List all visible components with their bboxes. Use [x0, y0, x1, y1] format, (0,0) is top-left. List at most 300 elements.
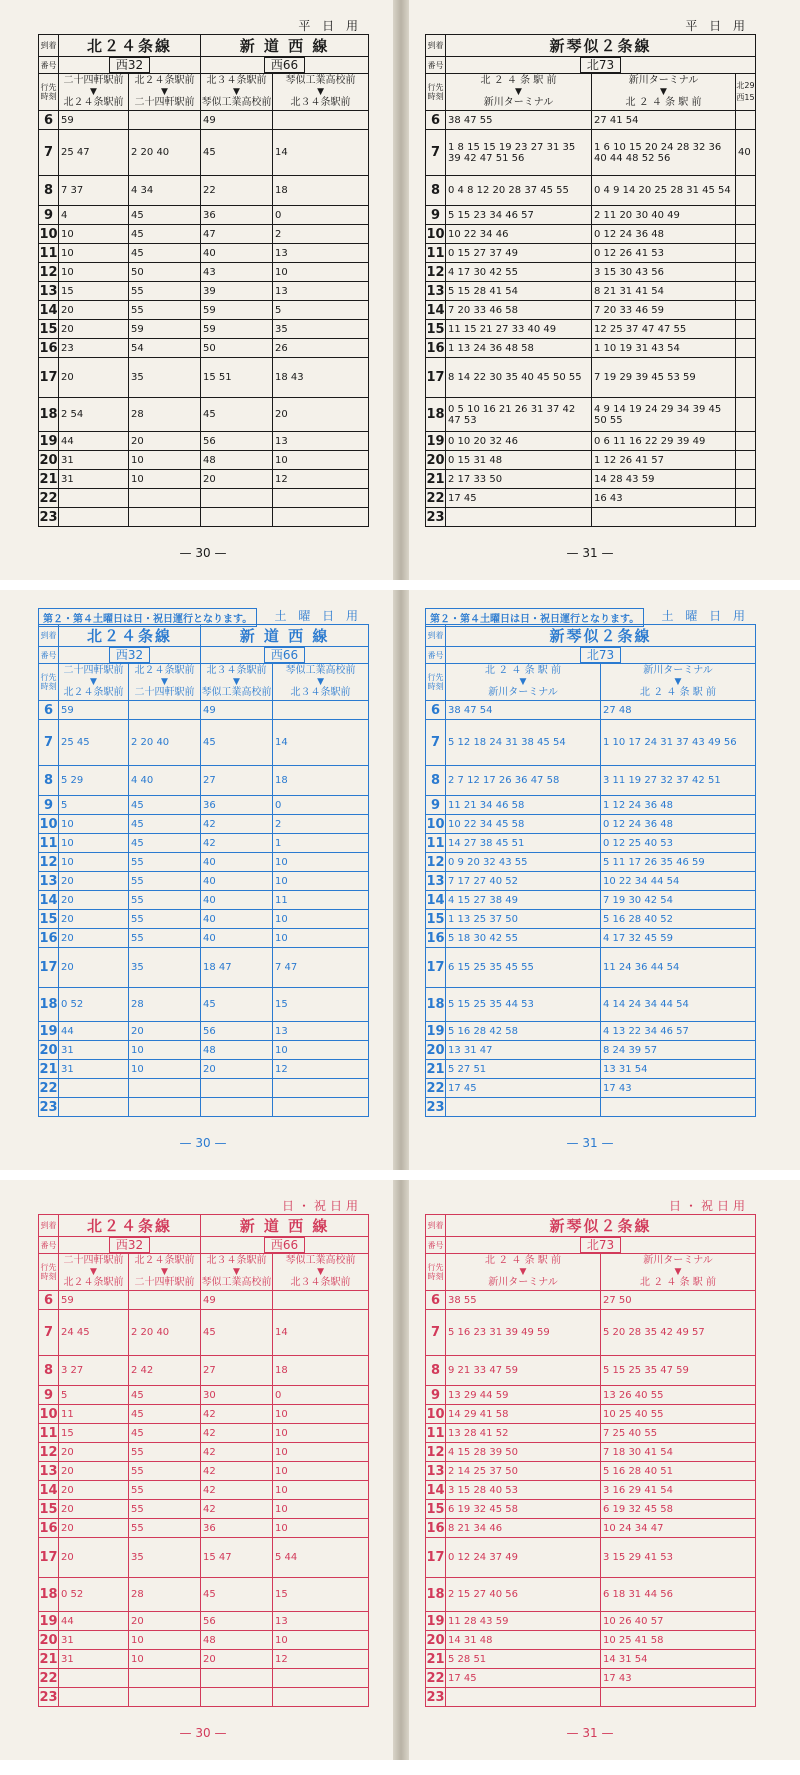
arrow-down-icon: ▼: [519, 677, 527, 687]
timetable-row: [39, 988, 369, 1022]
minutes-cell: 4 17 32 45 59: [601, 929, 756, 948]
minutes-cell: 13 31 54: [601, 1060, 756, 1079]
route-title: 北２４条線: [59, 1215, 201, 1237]
timetable-left: [38, 1214, 369, 1707]
origin-stop: 琴似工業高校前: [285, 75, 356, 86]
hour-cell: 9: [39, 1386, 59, 1405]
arrow-down-icon: ▼: [90, 87, 97, 97]
timetable-right: [425, 1214, 756, 1707]
timetable-row: [426, 1386, 756, 1405]
minutes-cell: 42: [201, 834, 273, 853]
timetable-row: [39, 796, 369, 815]
arrow-down-icon: ▼: [90, 1267, 97, 1277]
minutes-cell: 35: [129, 948, 201, 988]
minutes-cell: 17 45: [446, 489, 592, 508]
route-title: 新琴似２条線: [446, 625, 756, 647]
minutes-cell: 4 34: [129, 176, 201, 206]
route-title: 北２４条線: [59, 625, 201, 647]
book-gutter: [393, 590, 409, 1170]
origin-stop: 北 ２ ４ 条 駅 前: [480, 75, 557, 86]
hour-cell: 8: [426, 176, 446, 206]
route-number: 西66: [264, 647, 305, 663]
hour-cell: 14: [39, 1482, 58, 1498]
minutes-cell: 25 45: [59, 720, 129, 766]
timetable-row: [39, 1443, 369, 1462]
timetable-row: [426, 206, 756, 225]
minutes-cell: 17 43: [601, 1079, 756, 1098]
minutes-cell: 12: [273, 1060, 369, 1079]
hour-cell: 15: [426, 911, 445, 927]
hour-cell: 20: [426, 452, 445, 468]
route-number: 西32: [109, 1237, 150, 1253]
minutes-cell: 10: [129, 470, 201, 489]
hour-cell: 11: [39, 1425, 58, 1441]
minutes-cell: 59: [201, 301, 273, 320]
timetable-row: [39, 1612, 369, 1631]
timetable-row: [426, 301, 756, 320]
minutes-cell: 20: [59, 872, 129, 891]
minutes-cell: 0 12 24 36 48: [592, 225, 736, 244]
hour-cell: 19: [39, 1613, 58, 1629]
minutes-cell: 38 55: [446, 1291, 601, 1310]
timetable-row: [39, 834, 369, 853]
minutes-cell: 7 20 33 46 59: [592, 301, 736, 320]
route-title: 新琴似２条線: [446, 1215, 756, 1237]
minutes-cell: 7 47: [273, 948, 369, 988]
minutes-cell: 13: [273, 1612, 369, 1631]
route-title: 新琴似２条線: [446, 35, 756, 57]
label-direction: [426, 1254, 446, 1291]
minutes-cell: 42: [201, 1500, 273, 1519]
minutes-cell: 5 15 28 41 54: [446, 282, 592, 301]
minutes-cell: 27 41 54: [592, 111, 736, 130]
minutes-cell: 15 47: [201, 1538, 273, 1578]
minutes-cell: 7 17 27 40 52: [446, 872, 601, 891]
minutes-cell: 20: [201, 1650, 273, 1669]
minutes-cell: 20: [59, 891, 129, 910]
minutes-cell: 1 13 24 36 48 58: [446, 339, 592, 358]
route-number: 北73: [580, 1237, 621, 1253]
arrow-down-icon: ▼: [161, 1267, 168, 1277]
label-day: 到着: [39, 35, 59, 57]
timetable-row: [426, 1079, 756, 1098]
minutes-cell: 10: [59, 815, 129, 834]
minutes-cell: 2 42: [129, 1356, 201, 1386]
day-type-label: 土 曜 日 用: [274, 609, 362, 623]
minutes-cell: 55: [129, 1481, 201, 1500]
direction-cell: [129, 74, 201, 111]
minutes-cell: 31: [59, 1650, 129, 1669]
hour-cell: 11: [426, 245, 445, 261]
timetable-row: [39, 111, 369, 130]
hour-cell: 12: [426, 264, 445, 280]
minutes-cell: 40: [201, 853, 273, 872]
minutes-cell: 4 15 27 38 49: [446, 891, 601, 910]
origin-stop: 二十四軒駅前: [63, 1255, 124, 1266]
minutes-cell: 13: [273, 282, 369, 301]
minutes-cell: 3 15 28 40 53: [446, 1481, 601, 1500]
minutes-cell: 48: [201, 1041, 273, 1060]
timetable-row: [39, 701, 369, 720]
minutes-cell: 45: [129, 815, 201, 834]
route-number: 西66: [264, 1237, 305, 1253]
timetable-row: [39, 766, 369, 796]
timetable-row: [39, 1578, 369, 1612]
minutes-cell: 3 15 29 41 53: [601, 1538, 756, 1578]
minutes-cell: 13 28 41 52: [446, 1424, 601, 1443]
spread-blue: [0, 590, 800, 1170]
minutes-cell: 2 7 12 17 26 36 47 58: [446, 766, 601, 796]
hour-cell: 13: [426, 873, 445, 889]
minutes-cell: 36: [201, 1519, 273, 1538]
timetable-row: [39, 1650, 369, 1669]
minutes-cell: 45: [201, 1578, 273, 1612]
timetable-row: [39, 282, 369, 301]
label-day: 到着: [39, 1215, 59, 1237]
destination-stop: 北２４条駅前: [63, 687, 124, 698]
minutes-cell: 10 22 34 45 58: [446, 815, 601, 834]
timetable-row: [426, 720, 756, 766]
minutes-cell: 45: [201, 130, 273, 176]
hour-cell: 15: [426, 321, 445, 337]
minutes-cell: 1 12 24 36 48: [601, 796, 756, 815]
extra-destination: [736, 74, 756, 111]
origin-stop: 北３４条駅前: [206, 665, 267, 676]
operation-notice: 第２・第４土曜日は日・祝日運行となります。: [38, 608, 257, 627]
minutes-cell: [59, 489, 129, 508]
timetable-row: [39, 1481, 369, 1500]
minutes-cell: 1: [273, 834, 369, 853]
hour-cell: 6: [39, 1291, 59, 1310]
hour-cell: 18: [39, 1578, 59, 1612]
minutes-cell: 18: [273, 176, 369, 206]
minutes-cell: 20: [129, 1612, 201, 1631]
book-gutter: [393, 0, 409, 580]
timetable-row: [39, 244, 369, 263]
page-number: — 31 —: [566, 1136, 614, 1150]
minutes-cell: 2 20 40: [129, 720, 201, 766]
timetable-row: [426, 1443, 756, 1462]
minutes-cell: 40: [201, 929, 273, 948]
hour-cell: 6: [39, 111, 59, 130]
minutes-cell: 0: [273, 1386, 369, 1405]
label-time-text: 時刻: [40, 92, 57, 101]
minutes-cell: 5: [59, 1386, 129, 1405]
minutes-cell: 40: [201, 244, 273, 263]
destination-stop: 北２４条駅前: [63, 97, 124, 108]
minutes-cell: [129, 1079, 201, 1098]
minutes-cell: [201, 1688, 273, 1707]
minutes-cell: [129, 1291, 201, 1310]
minutes-cell: [129, 489, 201, 508]
minutes-cell: 0 15 27 37 49: [446, 244, 592, 263]
minutes-cell: 35: [273, 320, 369, 339]
minutes-cell: [273, 1669, 369, 1688]
minutes-cell: 10: [273, 1424, 369, 1443]
arrow-down-icon: ▼: [674, 1267, 682, 1277]
timetable-row: [426, 111, 756, 130]
minutes-cell: 50: [201, 339, 273, 358]
timetable-row: [39, 948, 369, 988]
minutes-cell: 15: [59, 1424, 129, 1443]
minutes-cell: 56: [201, 432, 273, 451]
minutes-cell: 7 25 40 55: [601, 1424, 756, 1443]
minutes-cell: 55: [129, 853, 201, 872]
timetable-row: [39, 451, 369, 470]
minutes-cell: 2: [273, 815, 369, 834]
hour-cell: 22: [426, 1670, 445, 1686]
label-direction-text: 行先: [427, 1263, 444, 1272]
timetable-row: [39, 1631, 369, 1650]
minutes-cell: 49: [201, 1291, 273, 1310]
timetable-row: [426, 910, 756, 929]
minutes-cell: 18: [273, 766, 369, 796]
minutes-cell: 5 12 18 24 31 38 45 54: [446, 720, 601, 766]
timetable-row: [426, 320, 756, 339]
destination-stop: 二十四軒駅前: [134, 687, 195, 698]
hour-cell: 8: [39, 766, 59, 796]
destination-stop: 北 ２ ４ 条 駅 前: [640, 687, 716, 698]
timetable-row: [39, 1669, 369, 1688]
timetable-row: [39, 1538, 369, 1578]
origin-stop: 琴似工業高校前: [285, 1255, 356, 1266]
minutes-cell: 14: [273, 1310, 369, 1356]
direction-cell: [201, 74, 273, 111]
minutes-cell: [201, 1669, 273, 1688]
label-direction: [39, 1254, 59, 1291]
label-direction: [39, 74, 59, 111]
minutes-cell: 12 25 37 47 47 55: [592, 320, 736, 339]
route-number-cell: [446, 647, 756, 664]
minutes-cell: 20: [59, 1500, 129, 1519]
hour-cell: 16: [426, 1520, 445, 1536]
hour-cell: 13: [426, 283, 445, 299]
minutes-cell: 10: [273, 1481, 369, 1500]
hour-cell: 13: [426, 1463, 445, 1479]
minutes-cell: [273, 701, 369, 720]
hour-cell: 10: [426, 1406, 445, 1422]
minutes-cell: 12: [273, 470, 369, 489]
minutes-cell: 10: [273, 929, 369, 948]
minutes-cell: 20: [59, 1481, 129, 1500]
minutes-cell: [59, 508, 129, 527]
minutes-cell: [129, 111, 201, 130]
hour-cell: 21: [426, 471, 445, 487]
minutes-cell: 44: [59, 1022, 129, 1041]
minutes-cell: 11 24 36 44 54: [601, 948, 756, 988]
timetable-row: [39, 1462, 369, 1481]
minutes-cell: 1 13 25 37 50: [446, 910, 601, 929]
arrow-down-icon: ▼: [317, 87, 324, 97]
minutes-cell: 26: [273, 339, 369, 358]
timetable-row: [39, 225, 369, 244]
minutes-cell: 10 26 40 57: [601, 1612, 756, 1631]
minutes-cell: [736, 111, 756, 130]
label-bus-number: 番号: [426, 647, 446, 664]
page-number: — 30 —: [179, 1726, 227, 1740]
timetable-row: [426, 1538, 756, 1578]
minutes-cell: 28: [129, 1578, 201, 1612]
minutes-cell: [59, 1669, 129, 1688]
minutes-cell: 4 13 22 34 46 57: [601, 1022, 756, 1041]
minutes-cell: 36: [201, 206, 273, 225]
hour-cell: 9: [39, 796, 59, 815]
hour-cell: 10: [39, 226, 58, 242]
minutes-cell: [273, 1291, 369, 1310]
minutes-cell: 42: [201, 1443, 273, 1462]
minutes-cell: 27 50: [601, 1291, 756, 1310]
destination-stop: 北３４条駅前: [290, 97, 351, 108]
hour-cell: 6: [39, 701, 59, 720]
minutes-cell: 14 31 48: [446, 1631, 601, 1650]
hour-cell: 12: [426, 1444, 445, 1460]
minutes-cell: 5 16 28 40 52: [601, 910, 756, 929]
timetable-row: [426, 1098, 756, 1117]
minutes-cell: 10: [129, 1631, 201, 1650]
minutes-cell: 7 20 33 46 58: [446, 301, 592, 320]
page-left: [38, 20, 368, 560]
timetable-row: [426, 1405, 756, 1424]
hour-cell: 7: [426, 720, 446, 766]
minutes-cell: 59: [129, 320, 201, 339]
label-time-text: 時刻: [427, 1272, 444, 1281]
minutes-cell: 5: [273, 301, 369, 320]
minutes-cell: [273, 1079, 369, 1098]
spread-red: [0, 1180, 800, 1760]
timetable-row: [426, 1578, 756, 1612]
minutes-cell: 20: [129, 1022, 201, 1041]
minutes-cell: 8 24 39 57: [601, 1041, 756, 1060]
timetable-row: [39, 853, 369, 872]
timetable-row: [426, 701, 756, 720]
minutes-cell: 40: [201, 872, 273, 891]
minutes-cell: 2 54: [59, 398, 129, 432]
minutes-cell: 14 31 54: [601, 1650, 756, 1669]
minutes-cell: 0 15 31 48: [446, 451, 592, 470]
minutes-cell: 31: [59, 1631, 129, 1650]
minutes-cell: 2 14 25 37 50: [446, 1462, 601, 1481]
book-gutter: [393, 1180, 409, 1760]
hour-cell: 17: [426, 948, 446, 988]
minutes-cell: 45: [129, 206, 201, 225]
minutes-cell: [273, 489, 369, 508]
day-type-label: 平 日 用: [685, 19, 749, 33]
page-right: [425, 20, 755, 560]
minutes-cell: 56: [201, 1612, 273, 1631]
hour-cell: 10: [39, 1406, 58, 1422]
minutes-cell: 42: [201, 1424, 273, 1443]
minutes-cell: 10: [273, 1405, 369, 1424]
minutes-cell: [736, 206, 756, 225]
arrow-down-icon: ▼: [674, 677, 682, 687]
destination-stop: 北２４条駅前: [63, 1277, 124, 1288]
minutes-cell: 10: [129, 1041, 201, 1060]
minutes-cell: 20: [59, 301, 129, 320]
destination-stop: 新川ターミナル: [483, 97, 554, 108]
arrow-down-icon: ▼: [90, 677, 97, 687]
timetable-row: [39, 1060, 369, 1079]
minutes-cell: 42: [201, 1405, 273, 1424]
minutes-cell: 11: [273, 891, 369, 910]
minutes-cell: 6 19 32 45 58: [446, 1500, 601, 1519]
timetable-row: [39, 130, 369, 176]
minutes-cell: 50: [129, 263, 201, 282]
minutes-cell: 27 48: [601, 701, 756, 720]
minutes-cell: 6 18 31 44 56: [601, 1578, 756, 1612]
minutes-cell: 45: [129, 225, 201, 244]
minutes-cell: 4 14 24 34 44 54: [601, 988, 756, 1022]
minutes-cell: 31: [59, 1041, 129, 1060]
arrow-down-icon: ▼: [317, 677, 324, 687]
timetable-row: [426, 766, 756, 796]
hour-cell: 12: [39, 854, 58, 870]
direction-cell: [273, 74, 369, 111]
timetable-row: [426, 244, 756, 263]
label-day: 到着: [426, 35, 446, 57]
label-bus-number: 番号: [39, 1237, 59, 1254]
minutes-cell: 20: [59, 948, 129, 988]
timetable-row: [426, 929, 756, 948]
hour-cell: 14: [39, 302, 58, 318]
hour-cell: 10: [426, 226, 445, 242]
timetable-row: [426, 225, 756, 244]
hour-cell: 23: [39, 509, 58, 525]
minutes-cell: 13 31 47: [446, 1041, 601, 1060]
minutes-cell: 2 15 27 40 56: [446, 1578, 601, 1612]
hour-cell: 16: [39, 340, 58, 356]
timetable-row: [39, 891, 369, 910]
minutes-cell: 14: [273, 130, 369, 176]
minutes-cell: [736, 225, 756, 244]
minutes-cell: [601, 1098, 756, 1117]
minutes-cell: 31: [59, 451, 129, 470]
hour-cell: 19: [426, 433, 445, 449]
minutes-cell: 36: [201, 796, 273, 815]
minutes-cell: 44: [59, 1612, 129, 1631]
hour-cell: 8: [39, 176, 59, 206]
hour-cell: 9: [426, 1386, 446, 1405]
minutes-cell: 4 40: [129, 766, 201, 796]
hour-cell: 7: [426, 1310, 446, 1356]
minutes-cell: [129, 701, 201, 720]
timetable-row: [39, 929, 369, 948]
route-number-cell: [201, 647, 369, 664]
minutes-cell: [129, 1688, 201, 1707]
timetable-row: [39, 1519, 369, 1538]
minutes-cell: 55: [129, 301, 201, 320]
direction-cell: [129, 1254, 201, 1291]
page-right: [425, 1200, 755, 1740]
hour-cell: 11: [426, 835, 445, 851]
minutes-cell: 11 21 34 46 58: [446, 796, 601, 815]
hour-cell: 12: [39, 264, 58, 280]
hour-cell: 19: [426, 1613, 445, 1629]
timetable-row: [426, 1688, 756, 1707]
minutes-cell: 20: [59, 929, 129, 948]
origin-stop: 新川ターミナル: [628, 75, 699, 86]
label-day: 到着: [426, 1215, 446, 1237]
direction-cell: [129, 664, 201, 701]
timetable-row: [39, 470, 369, 489]
minutes-cell: 1 10 17 24 31 37 43 49 56: [601, 720, 756, 766]
hour-cell: 13: [39, 873, 58, 889]
page-number: — 31 —: [566, 546, 614, 560]
minutes-cell: [592, 508, 736, 527]
minutes-cell: 20: [59, 1443, 129, 1462]
hour-cell: 20: [426, 1042, 445, 1058]
label-bus-number: 番号: [426, 57, 446, 74]
timetable-row: [39, 358, 369, 398]
